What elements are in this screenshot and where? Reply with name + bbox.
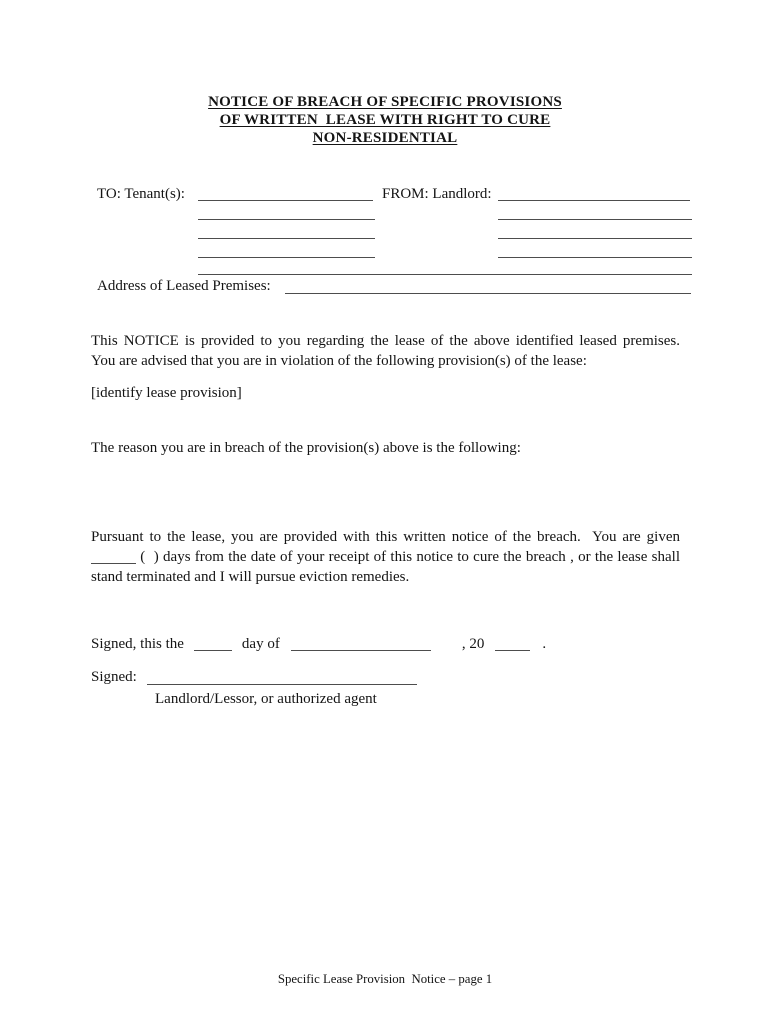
year-prefix-label: , 20 (461, 636, 485, 652)
pursuant-paragraph (91, 527, 680, 587)
month-field[interactable] (291, 638, 431, 651)
from-landlord-label: FROM: Landlord: (382, 186, 492, 202)
pursuant-line-1: Pursuant to the lease, you are provided with this written notice of the breach. You are given (91, 529, 680, 545)
document-title (0, 93, 770, 147)
signed-label: Signed: (91, 669, 137, 685)
address-label: Address of Leased Premises: (97, 278, 271, 294)
tenant-name-field-3[interactable] (198, 238, 375, 239)
period-label: . (542, 636, 547, 652)
pursuant-line-2 (91, 547, 680, 567)
page-footer: Specific Lease Provision Notice – page 1 (277, 972, 493, 986)
landlord-name-field-2[interactable] (498, 219, 692, 220)
tenant-name-field-1[interactable] (198, 200, 373, 201)
to-tenants-label: TO: Tenant(s): (97, 186, 185, 202)
tenant-name-field-2[interactable] (198, 219, 375, 220)
day-of-label: day of (241, 636, 280, 652)
identify-provision-placeholder: [identify lease provision] (91, 385, 242, 401)
reason-line: The reason you are in breach of the provision(s) above is the following: (91, 440, 521, 456)
days-to-cure-field[interactable] (91, 551, 136, 564)
day-number-field[interactable] (194, 638, 232, 651)
notice-paragraph-line-1: This NOTICE is provided to you regarding the lease of the above identified leased premises. (91, 333, 680, 349)
signature-field[interactable] (147, 684, 417, 685)
pursuant-line-2-text: ( ) days from the date of your receipt of this notice to cure the breach , or the lease shall (140, 549, 680, 565)
title-line-3: NON-RESIDENTIAL (312, 130, 458, 146)
pursuant-line-3: stand terminated and I will pursue eviction remedies. (91, 569, 410, 585)
year-field[interactable] (495, 638, 530, 651)
address-field[interactable] (285, 293, 691, 294)
tenant-name-field-4[interactable] (198, 257, 375, 258)
address-extra-field[interactable] (198, 274, 692, 275)
notice-paragraph-line-2: You are advised that you are in violation of the following provision(s) of the lease: (91, 353, 587, 369)
landlord-name-field-4[interactable] (498, 257, 692, 258)
notice-paragraph (91, 331, 680, 371)
landlord-name-field-3[interactable] (498, 238, 692, 239)
title-line-2: OF WRITTEN LEASE WITH RIGHT TO CURE (219, 112, 551, 128)
landlord-name-field-1[interactable] (498, 200, 690, 201)
signed-this-label: Signed, this the (91, 636, 184, 652)
signed-date-line (91, 634, 546, 654)
signer-caption: Landlord/Lessor, or authorized agent (155, 691, 377, 707)
title-line-1: NOTICE OF BREACH OF SPECIFIC PROVISIONS (208, 94, 562, 110)
